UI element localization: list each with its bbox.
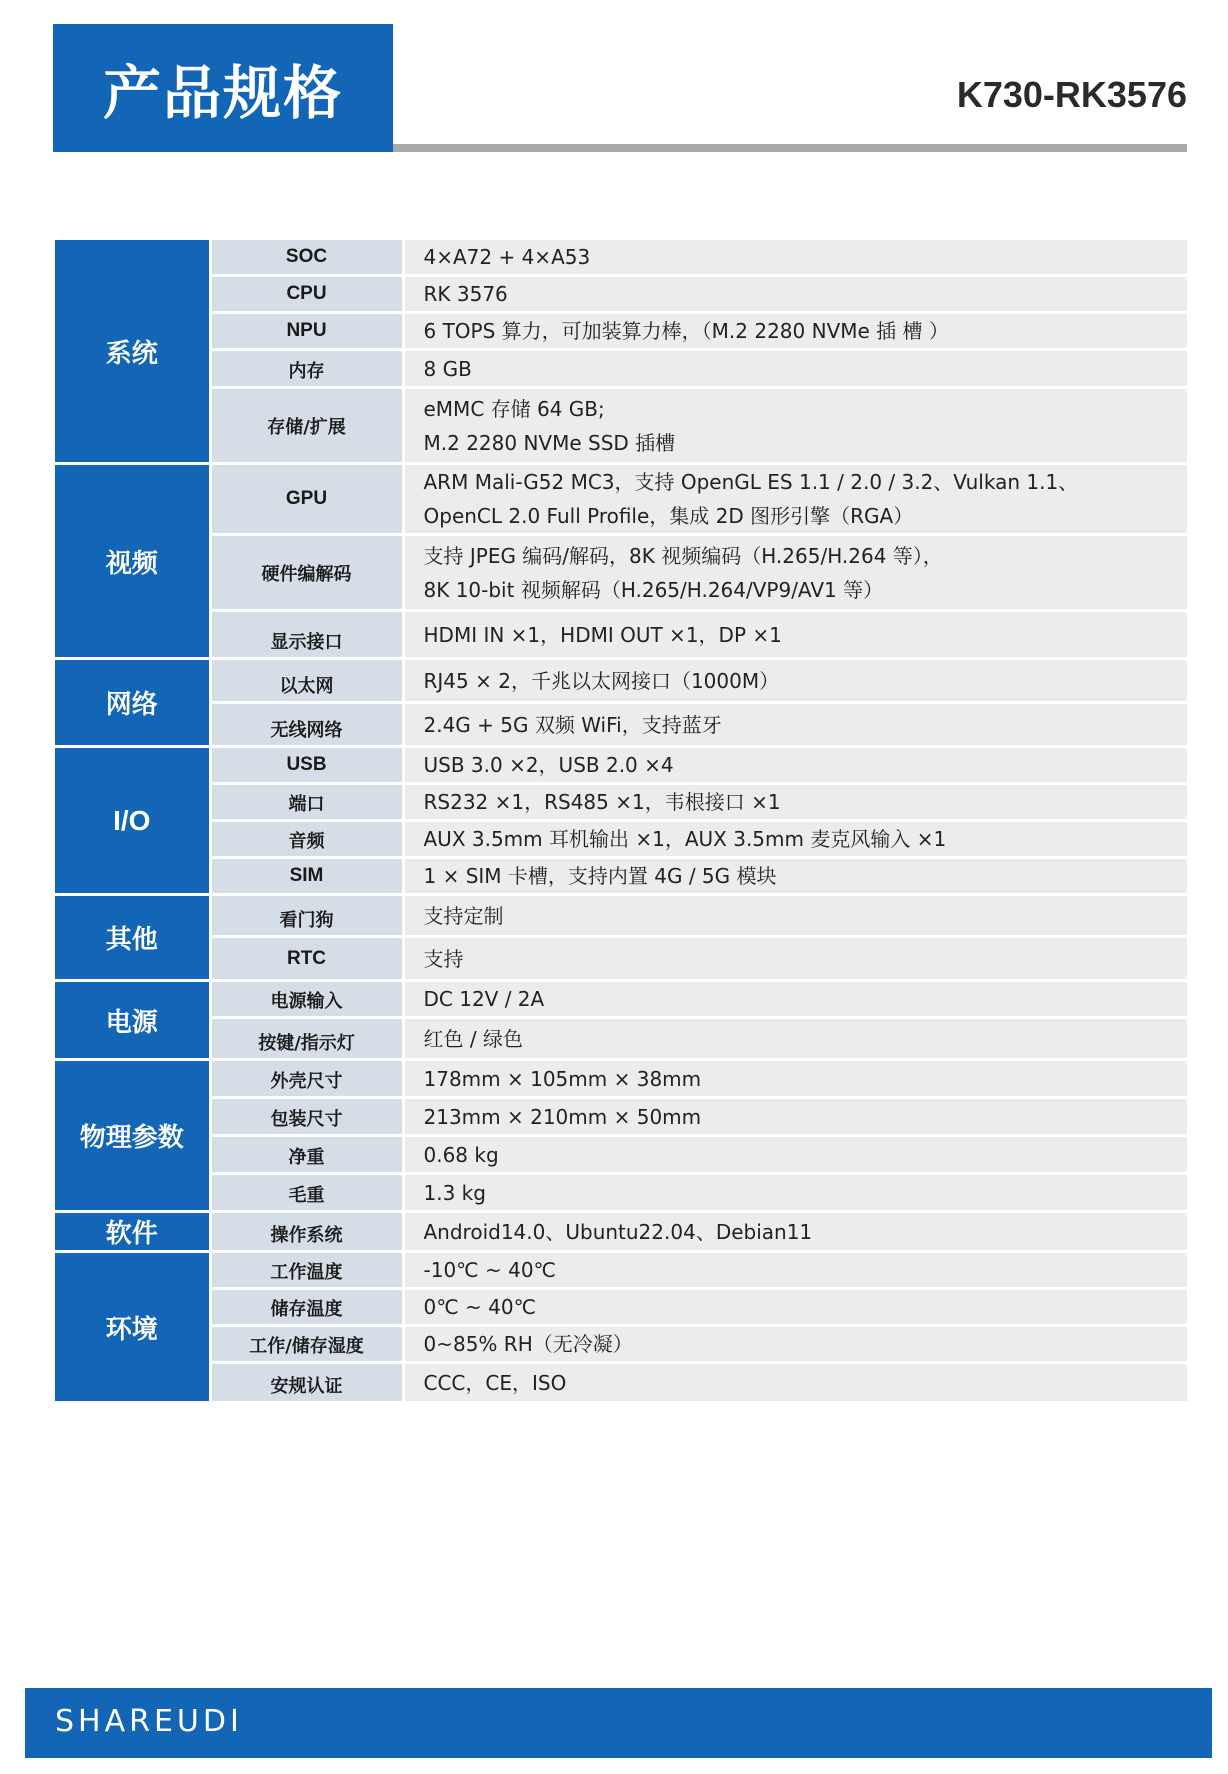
spec-label: 端口 [210, 784, 403, 821]
spec-label: NPU [210, 313, 403, 350]
spec-row [55, 747, 1187, 784]
spec-value-line: CCC，CE，ISO [423, 1370, 567, 1395]
spec-category: 环境 [55, 1252, 210, 1403]
spec-row [55, 1174, 1187, 1212]
spec-value-line: AUX 3.5mm 耳机输出 ×1，AUX 3.5mm 麦克风输入 ×1 [423, 827, 947, 851]
spec-value [403, 937, 1187, 981]
spec-row [55, 981, 1187, 1018]
spec-value-line: HDMI IN ×1，HDMI OUT ×1，DP ×1 [423, 622, 782, 647]
spec-label: SOC [210, 240, 403, 276]
spec-value-line: DC 12V / 2A [423, 987, 545, 1011]
header-divider [393, 144, 1187, 152]
spec-category: 网络 [55, 659, 210, 747]
spec-row [55, 1136, 1187, 1174]
spec-value-line: 1.3 kg [423, 1180, 486, 1205]
spec-value [403, 703, 1187, 747]
spec-value [403, 981, 1187, 1018]
spec-value [403, 388, 1187, 464]
spec-value-line: RK 3576 [423, 282, 508, 306]
spec-label: 包装尺寸 [210, 1098, 403, 1136]
spec-value [403, 1289, 1187, 1326]
page-title: 产品规格 [53, 24, 393, 152]
spec-value-line: 0.68 kg [423, 1142, 499, 1167]
spec-category: I/O [55, 747, 210, 895]
spec-value [403, 1060, 1187, 1098]
spec-label: 电源输入 [210, 981, 403, 1018]
spec-label: 安规认证 [210, 1363, 403, 1403]
spec-value [403, 1363, 1187, 1403]
spec-value [403, 535, 1187, 611]
spec-row [55, 464, 1187, 535]
spec-value-line: OpenCL 2.0 Full Profile，集成 2D 图形引擎（RGA） [423, 504, 914, 528]
spec-value-line: 红色 / 绿色 [423, 1026, 523, 1051]
spec-row [55, 240, 1187, 276]
spec-label: 无线网络 [210, 703, 403, 747]
spec-value-line: RJ45 × 2，千兆以太网接口（1000M） [423, 668, 780, 693]
spec-row [55, 276, 1187, 313]
spec-row [55, 821, 1187, 858]
spec-value-line: 0℃ ~ 40℃ [423, 1295, 537, 1319]
spec-row [55, 895, 1187, 937]
spec-row [55, 858, 1187, 895]
spec-value-line: RS232 ×1，RS485 ×1，韦根接口 ×1 [423, 790, 781, 814]
spec-row [55, 313, 1187, 350]
spec-category: 系统 [55, 240, 210, 464]
spec-value-line: M.2 2280 NVMe SSD 插槽 [423, 430, 676, 455]
spec-value [403, 276, 1187, 313]
spec-label: 硬件编解码 [210, 535, 403, 611]
spec-label: USB [210, 747, 403, 784]
spec-value-line: USB 3.0 ×2，USB 2.0 ×4 [423, 753, 674, 777]
spec-label: 存储/扩展 [210, 388, 403, 464]
spec-value [403, 784, 1187, 821]
spec-value [403, 1252, 1187, 1289]
spec-value-line: 支持 [423, 946, 464, 971]
spec-category: 软件 [55, 1212, 210, 1252]
spec-row [55, 1212, 1187, 1252]
spec-row [55, 1326, 1187, 1363]
spec-category: 其他 [55, 895, 210, 981]
spec-value [403, 895, 1187, 937]
spec-value-line: 8 GB [423, 356, 472, 381]
spec-value [403, 611, 1187, 659]
spec-row [55, 1363, 1187, 1403]
spec-label: 操作系统 [210, 1212, 403, 1252]
spec-row [55, 703, 1187, 747]
spec-row [55, 1018, 1187, 1060]
spec-row [55, 1060, 1187, 1098]
spec-value [403, 1326, 1187, 1363]
spec-label: 工作/储存湿度 [210, 1326, 403, 1363]
spec-label: 工作温度 [210, 1252, 403, 1289]
brand-logo: SHAREUDI [55, 1704, 243, 1739]
spec-value [403, 313, 1187, 350]
spec-label: 按键/指示灯 [210, 1018, 403, 1060]
spec-value-line: 8K 10-bit 视频解码（H.265/H.264/VP9/AV1 等） [423, 577, 884, 602]
spec-row [55, 611, 1187, 659]
spec-label: GPU [210, 464, 403, 535]
spec-value [403, 1136, 1187, 1174]
spec-category: 物理参数 [55, 1060, 210, 1212]
spec-label: 储存温度 [210, 1289, 403, 1326]
spec-label: 显示接口 [210, 611, 403, 659]
spec-label: RTC [210, 937, 403, 981]
spec-row [55, 1289, 1187, 1326]
spec-row [55, 350, 1187, 388]
spec-value [403, 1018, 1187, 1060]
spec-label: 以太网 [210, 659, 403, 703]
spec-row [55, 535, 1187, 611]
spec-table [55, 240, 1187, 1404]
spec-label: 音频 [210, 821, 403, 858]
spec-table-body [55, 240, 1187, 1403]
spec-value-line: eMMC 存储 64 GB; [423, 396, 605, 421]
spec-label: 毛重 [210, 1174, 403, 1212]
spec-value [403, 240, 1187, 276]
model-name: K730-RK3576 [956, 74, 1187, 115]
spec-value [403, 464, 1187, 535]
spec-value-line: 支持定制 [423, 903, 504, 928]
spec-category: 电源 [55, 981, 210, 1060]
spec-label: 净重 [210, 1136, 403, 1174]
spec-value-line: 2.4G + 5G 双频 WiFi，支持蓝牙 [423, 712, 722, 737]
spec-value-line: 1 × SIM 卡槽，支持内置 4G / 5G 模块 [423, 864, 777, 888]
spec-label: 外壳尺寸 [210, 1060, 403, 1098]
spec-value-line: 178mm × 105mm × 38mm [423, 1066, 702, 1091]
spec-value [403, 1174, 1187, 1212]
spec-value-line: ARM Mali-G52 MC3，支持 OpenGL ES 1.1 / 2.0 / 3.2、Vulkan 1.1、 [423, 470, 1079, 494]
spec-row [55, 784, 1187, 821]
spec-row [55, 388, 1187, 464]
spec-category: 视频 [55, 464, 210, 659]
spec-value [403, 747, 1187, 784]
spec-value-line: Android14.0、Ubuntu22.04、Debian11 [423, 1219, 813, 1244]
spec-label: 内存 [210, 350, 403, 388]
footer-bar [25, 1688, 1212, 1758]
spec-label: SIM [210, 858, 403, 895]
spec-value-line: 6 TOPS 算力，可加装算力棒，（M.2 2280 NVMe 插 槽 ） [423, 319, 949, 343]
spec-row [55, 1252, 1187, 1289]
spec-value [403, 1098, 1187, 1136]
spec-row [55, 659, 1187, 703]
spec-label: 看门狗 [210, 895, 403, 937]
spec-value [403, 858, 1187, 895]
spec-value [403, 1212, 1187, 1252]
spec-value [403, 821, 1187, 858]
spec-value [403, 350, 1187, 388]
spec-row [55, 1098, 1187, 1136]
spec-value-line: -10℃ ~ 40℃ [423, 1258, 557, 1282]
spec-label: CPU [210, 276, 403, 313]
spec-value [403, 659, 1187, 703]
spec-value-line: 4×A72 + 4×A53 [423, 245, 591, 269]
spec-value-line: 213mm × 210mm × 50mm [423, 1104, 702, 1129]
spec-row [55, 937, 1187, 981]
spec-value-line: 0~85% RH（无冷凝） [423, 1332, 633, 1356]
spec-value-line: 支持 JPEG 编码/解码，8K 视频编码（H.265/H.264 等）， [423, 543, 943, 568]
